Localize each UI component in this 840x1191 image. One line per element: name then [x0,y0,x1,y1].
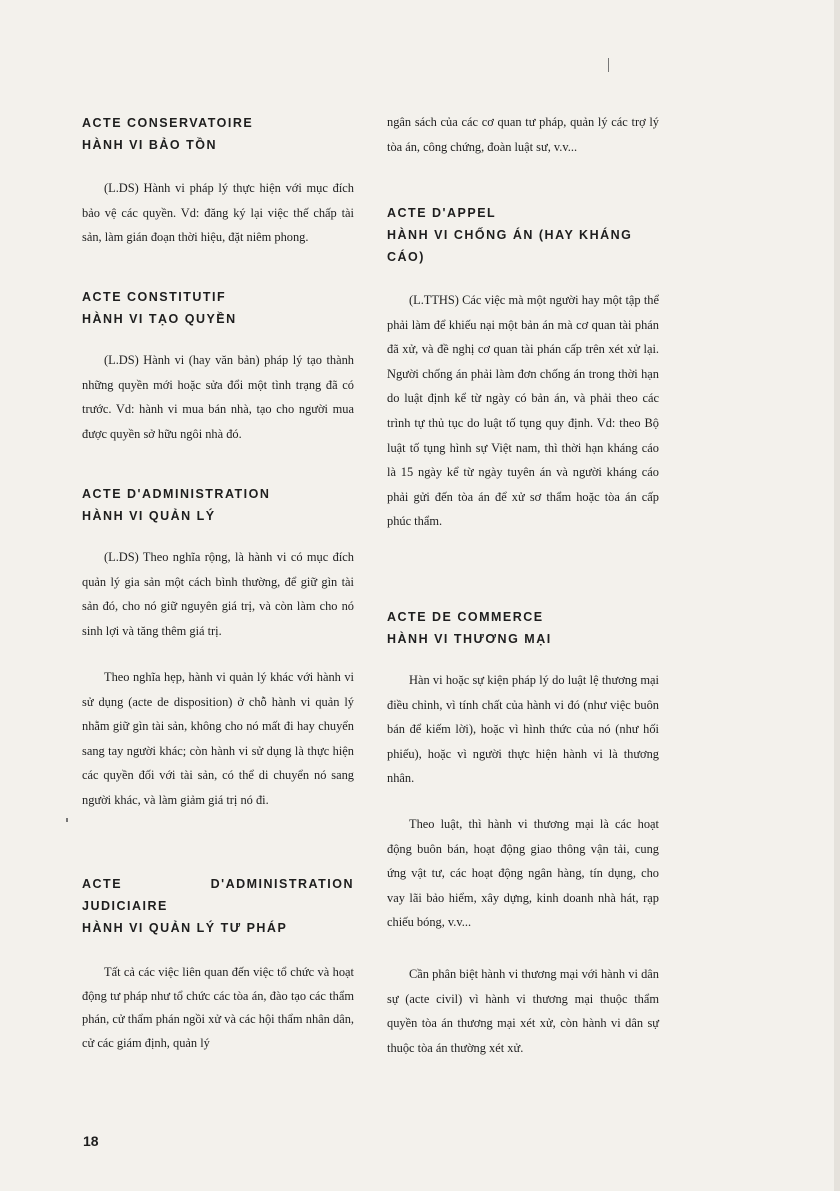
entry-heading-acte-de-commerce [387,606,659,650]
entry-heading-acte-d-administration [82,483,354,527]
scan-speck [66,818,68,822]
entry-definition: Hàn vi hoặc sự kiện pháp lý do luật lệ thương mại điều chỉnh, vì tính chất của hành vi đó (như việc buôn bán để kiếm lời), hoặc vì hình thức của nó (như hối phiếu), hoặc vì người thực hiện hành vi là thương nhân. [387,673,659,786]
entry-definition: (L.DS) Theo nghĩa rộng, là hành vi có mục đích quản lý gia sản một cách bình thường, để giữ gìn tài sản đó, cho nó giữ nguyên giá trị, và còn làm cho nó sinh lợi và tăng thêm giá trị. [82,550,354,638]
scan-speck [608,58,609,72]
entry-term-fr: ACTE CONSTITUTIF [82,290,227,304]
page-number: 18 [83,1133,99,1149]
entry-definition: Tất cả các việc liên quan đến việc tổ chức và hoạt động tư pháp như tổ chức các tòa án, đào tạo các thẩm phán, cử thẩm phán ngồi xử và các hội thẩm nhân dân, cử các giám định, quản lý [82,965,354,1050]
continued-definition: ngân sách của các cơ quan tư pháp, quản lý các trợ lý tòa án, công chứng, đoàn luật sư, v.v... [387,115,659,154]
entry-definition: Cần phân biệt hành vi thương mại với hành vi dân sự (acte civil) vì hành vi thương mại thuộc thẩm quyền tòa án thương mại xét xử, còn hành vi dân sự thuộc tòa án thường xét xử. [387,967,659,1055]
entry-term-vi: HÀNH VI QUẢN LÝ [82,509,216,523]
entry-definition: (L.DS) Hành vi (hay văn bản) pháp lý tạo thành những quyền mới hoặc sửa đổi một tình trạng đã có trước. Vd: hành vi mua bán nhà, tạo cho người mua được quyền sở hữu ngôi nhà đó. [82,353,354,441]
entry-term-fr: ACTE D'APPEL [387,206,497,220]
entry-term-vi: HÀNH VI BẢO TỒN [82,138,217,152]
entry-heading-acte-conservatoire [82,112,354,156]
entry-term-fr: ACTE D'ADMINISTRATION [82,487,271,501]
entry-term-vi: HÀNH VI CHỐNG ÁN (HAY KHÁNG CÁO) [387,228,633,264]
entry-definition: Theo luật, thì hành vi thương mại là các hoạt động buôn bán, hoạt động giao thông vận tải, cung ứng vật tư, các hoạt động ngân hàng, tín dụng, cho vay lãi bảo hiểm, xây dựng, kinh doanh nhà hát, rạp chiếu bóng, v.v... [387,817,659,930]
entry-term-vi: HÀNH VI QUẢN LÝ TƯ PHÁP [82,921,288,935]
entry-term-fr: ACTE DE COMMERCE [387,610,544,624]
entry-heading-acte-d-administration-judiciaire [82,873,354,939]
entry-heading-acte-d-appel [387,202,659,268]
entry-term-fr: ACTE CONSERVATOIRE [82,116,254,130]
entry-definition: (L.TTHS) Các việc mà một người hay một tập thể phải làm để khiếu nại một bản án mà cơ quan tài phán đã xử, và đề nghị cơ quan tài phán cấp trên xét xử lại. Người chống án phải làm đơn chống án trong thời hạn do luật định kể từ ngày có bản án, và phải theo các trình tự thủ tục do luật tố tụng quy định. Vd: theo Bộ luật tố tụng hình sự Việt nam, thì thời hạn kháng cáo là 15 ngày kể từ ngày tuyên án và người kháng cáo phải gửi đến tòa án để xử sơ thẩm hoặc tòa án cấp phúc thẩm. [387,293,659,529]
entry-heading-acte-constitutif [82,286,354,330]
entry-term-vi: HÀNH VI TẠO QUYỀN [82,312,237,326]
entry-definition: (L.DS) Hành vi pháp lý thực hiện với mục đích bảo vệ các quyền. Vd: đăng ký lại việc thế chấp tài sản, làm gián đoạn thời hiệu, đặt niêm phong. [82,181,354,245]
entry-term-fr: ACTE D'ADMINISTRATION JUDICIAIRE [82,877,354,913]
entry-term-vi: HÀNH VI THƯƠNG MẠI [387,632,552,646]
page-edge [834,0,840,1191]
entry-definition: Theo nghĩa hẹp, hành vi quản lý khác với hành vi sử dụng (acte de disposition) ở chỗ hành vi quản lý nhằm giữ gìn tài sản, không cho nó mất đi hay chuyển sang tay người khác; còn hành vi sử dụng là thực hiện các quyền đối với tài sản, có thể di chuyển nó sang người khác, và làm giảm giá trị nó đi. [82,670,354,807]
